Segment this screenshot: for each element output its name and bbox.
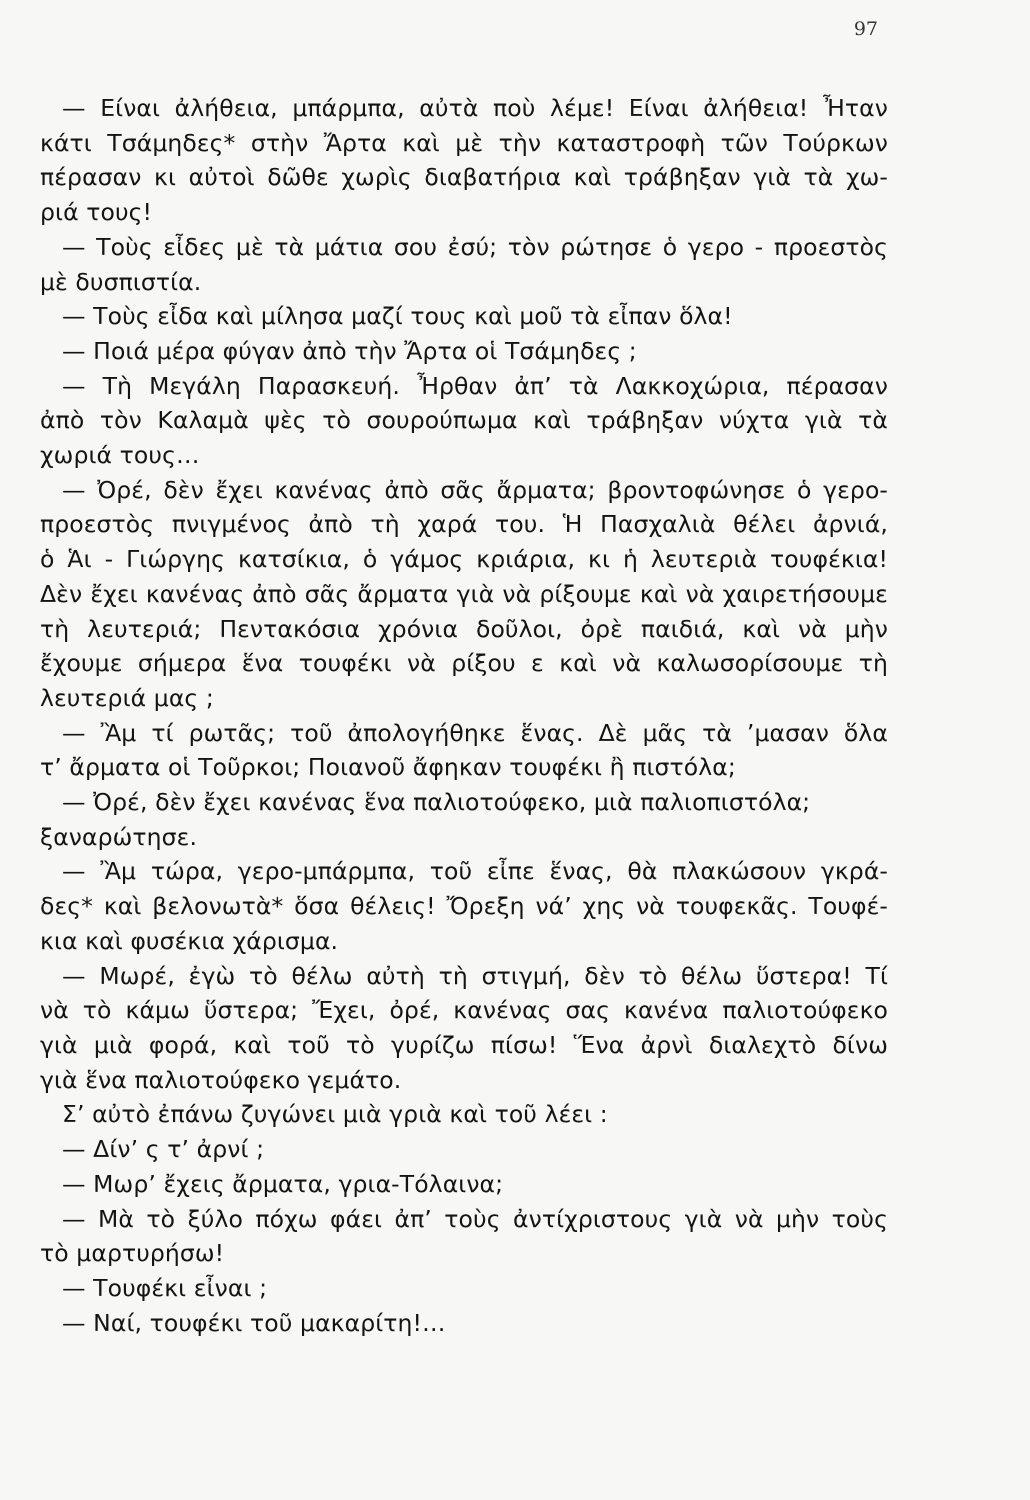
text-line: πέρασαν κι αὐτοὶ δῶθε χωρὶς διαβατήρια καὶ τράβηξαν γιὰ τὰ χω- bbox=[40, 163, 888, 192]
text-line: προεστὸς πνιγμένος ἀπὸ τὴ χαρά του. Ἡ Πασχαλιὰ θέλει ἀρνιά, bbox=[40, 510, 888, 539]
text-line: τὸ μαρτυρήσω! bbox=[40, 1239, 225, 1268]
text-line: — Ποιά μέρα φύγαν ἀπὸ τὴν Ἄρτα οἱ Τσάμηδες ; bbox=[62, 336, 637, 365]
text-line: — Ἂμ τώρα, γερο-μπάρμπα, τοῦ εἶπε ἕνας, θὰ πλακώσουν γκρά- bbox=[62, 857, 888, 886]
text-line: τὴ λευτεριά; Πεντακόσια χρόνια δοῦλοι, ὀρὲ παιδιά, καὶ νὰ μὴν bbox=[40, 614, 888, 643]
page-number: 97 bbox=[853, 18, 878, 40]
text-line: — Μωρ’ ἔχεις ἄρματα, γρια-Τόλαινα; bbox=[62, 1169, 504, 1198]
text-line: ἀπὸ τὸν Καλαμὰ ψὲς τὸ σουρούπωμα καὶ τράβηξαν νύχτα γιὰ τὰ bbox=[40, 406, 888, 435]
text-line: — Τοὺς εἶδες μὲ τὰ μάτια σου ἐσύ; τὸν ρώτησε ὁ γερο - προεστὸς bbox=[62, 232, 888, 261]
text-line: ριά τους! bbox=[40, 198, 153, 227]
text-line: κια καὶ φυσέκια χάρισμα. bbox=[40, 926, 339, 955]
text-line: — Μωρέ, ἐγὼ τὸ θέλω αὐτὴ τὴ στιγμή, δὲν τὸ θέλω ὕστερα! Τί bbox=[62, 961, 888, 990]
text-line: γιὰ μιὰ φορά, καὶ τοῦ τὸ γυρίζω πίσω! Ἕνα ἀρνὶ διαλεχτὸ δίνω bbox=[40, 1030, 888, 1059]
text-line: λευτεριά μας ; bbox=[40, 683, 214, 712]
text-line: Σ’ αὐτὸ ἐπάνω ζυγώνει μιὰ γριὰ καὶ τοῦ λέει : bbox=[62, 1100, 608, 1129]
text-line: — Τὴ Μεγάλη Παρασκευή. Ἦρθαν ἀπ’ τὰ Λακκοχώρια, πέρασαν bbox=[62, 371, 888, 400]
text-line: ὁ Ἁι - Γιώργης κατσίκια, ὁ γάμος κριάρια, κι ἡ λευτεριὰ τουφέκια! bbox=[40, 545, 888, 574]
text-line: — Ἂμ τί ρωτᾶς; τοῦ ἀπολογήθηκε ἕνας. Δὲ μᾶς τὰ ’μασαν ὅλα bbox=[62, 718, 888, 747]
text-line: κάτι Τσάμηδες* στὴν Ἄρτα καὶ μὲ τὴν καταστροφὴ τῶν Τούρκων bbox=[40, 128, 888, 157]
text-line: δες* καὶ βελονωτὰ* ὅσα θέλεις! Ὄρεξη νά’ χης νὰ τουφεκᾶς. Τουφέ- bbox=[40, 892, 888, 921]
text-line: Δὲν ἔχει κανένας ἀπὸ σᾶς ἄρματα γιὰ νὰ ρίξουμε καὶ νὰ χαιρετήσουμε bbox=[40, 579, 888, 608]
text-line: μὲ δυσπιστία. bbox=[40, 267, 202, 296]
text-line: — Τοὺς εἶδα καὶ μίλησα μαζί τους καὶ μοῦ τὰ εἶπαν ὅλα! bbox=[62, 302, 733, 331]
text-line: — Ὀρέ, δὲν ἔχει κανένας ἕνα παλιοτούφεκο, μιὰ παλιοπιστόλα; bbox=[62, 788, 811, 817]
text-line: ἔχουμε σήμερα ἕνα τουφέκι νὰ ρίξου ε καὶ νὰ καλωσορίσουμε τὴ bbox=[40, 649, 888, 678]
text-line: ξαναρώτησε. bbox=[40, 822, 198, 851]
body-text bbox=[40, 91, 888, 1340]
text-line: — Είναι ἀλήθεια, μπάρμπα, αὐτὰ ποὺ λέμε! Είναι ἀλήθεια! Ἦταν bbox=[62, 94, 888, 122]
text-line: — Ὀρέ, δὲν ἔχει κανένας ἀπὸ σᾶς ἄρματα; βροντοφώνησε ὁ γερο- bbox=[62, 475, 888, 504]
text-line: — Δίν’ ς τ’ ἀρνί ; bbox=[62, 1135, 265, 1164]
text-line: χωριά τους… bbox=[40, 441, 200, 470]
text-line: — Μὰ τὸ ξύλο πόχω φάει ἀπ’ τοὺς ἀντίχριστους γιὰ νὰ μὴν τοὺς bbox=[62, 1204, 888, 1233]
text-line: γιὰ ἕνα παλιοτούφεκο γεμάτο. bbox=[40, 1065, 402, 1094]
text-line: νὰ τὸ κάμω ὕστερα; Ἔχει, ὀρέ, κανένας σας κανένα παλιοτούφεκο bbox=[40, 996, 888, 1025]
text-line: τ’ ἄρματα οἱ Τοῦρκοι; Ποιανοῦ ἄφηκαν τουφέκι ἢ πιστόλα; bbox=[40, 753, 736, 782]
text-line: — Τουφέκι εἶναι ; bbox=[62, 1273, 268, 1302]
text-line: — Ναί, τουφέκι τοῦ μακαρίτη!… bbox=[62, 1308, 446, 1337]
